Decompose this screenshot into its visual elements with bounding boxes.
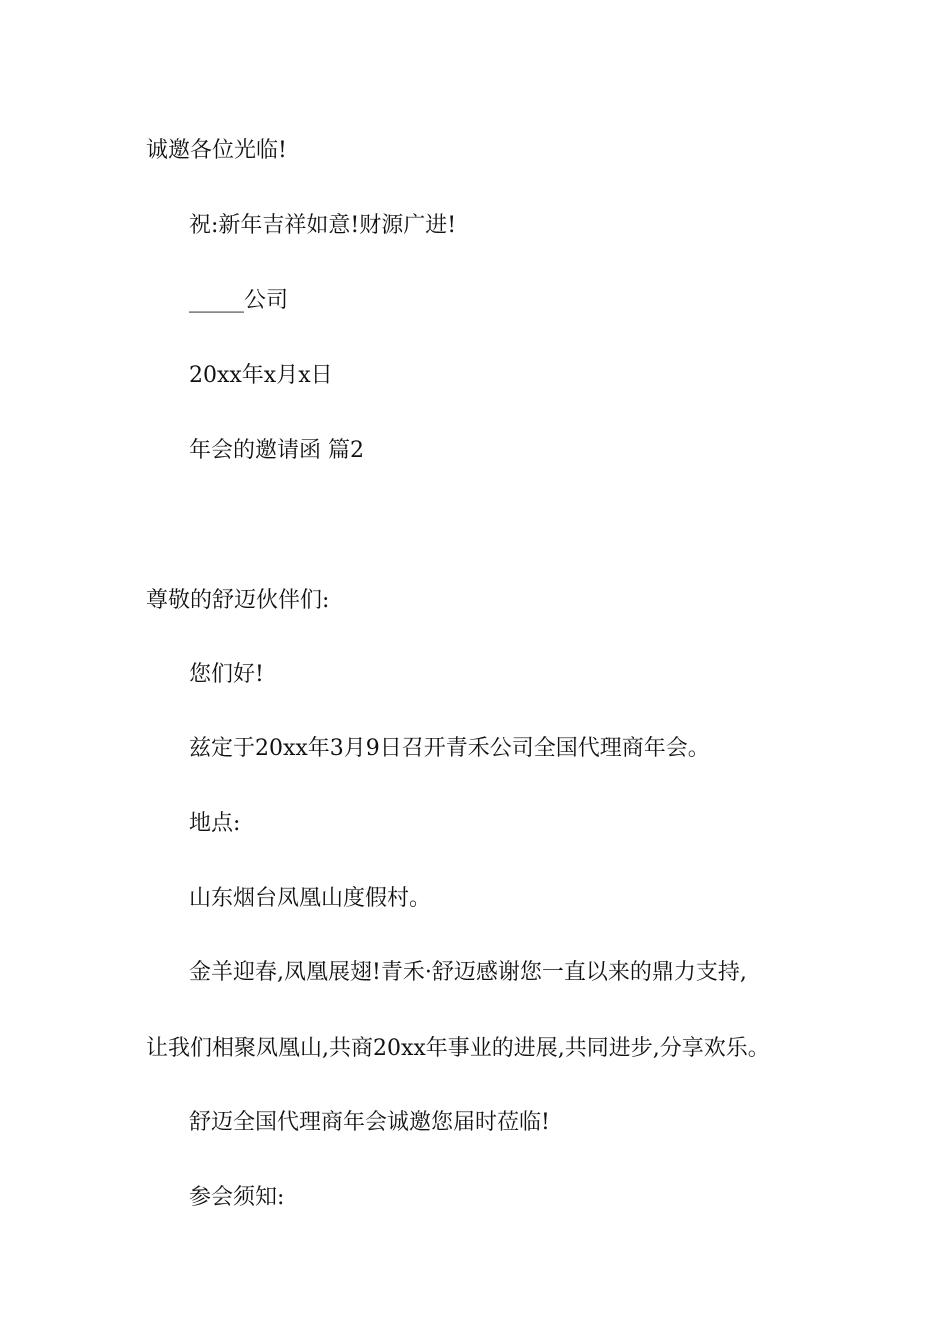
closing-invitation-line: 诚邀各位光临! <box>146 138 287 163</box>
salutation-line: 尊敬的舒迈伙伴们: <box>146 588 330 613</box>
date-line: 20xx年x月x日 <box>189 363 333 388</box>
company-signature-line: _____公司 <box>189 288 289 313</box>
section-heading: 年会的邀请函 篇2 <box>189 438 364 463</box>
body-paragraph-line-2: 让我们相聚凤凰山,共商20xx年事业的进展,共同进步,分享欢乐。 <box>146 1036 770 1061</box>
hello-line: 您们好! <box>189 662 264 687</box>
meeting-announcement-line: 兹定于20xx年3月9日召开青禾公司全国代理商年会。 <box>189 736 710 761</box>
location-label-line: 地点: <box>189 811 241 836</box>
invitation-line: 舒迈全国代理商年会诚邀您届时莅临! <box>189 1110 550 1135</box>
body-paragraph-line-1: 金羊迎春,凤凰展翅!青禾·舒迈感谢您一直以来的鼎力支持, <box>189 960 747 985</box>
location-value-line: 山东烟台凤凰山度假村。 <box>189 886 432 911</box>
greeting-wishes-line: 祝:新年吉祥如意!财源广进! <box>189 213 457 238</box>
attendance-notes-heading: 参会须知: <box>189 1185 285 1210</box>
